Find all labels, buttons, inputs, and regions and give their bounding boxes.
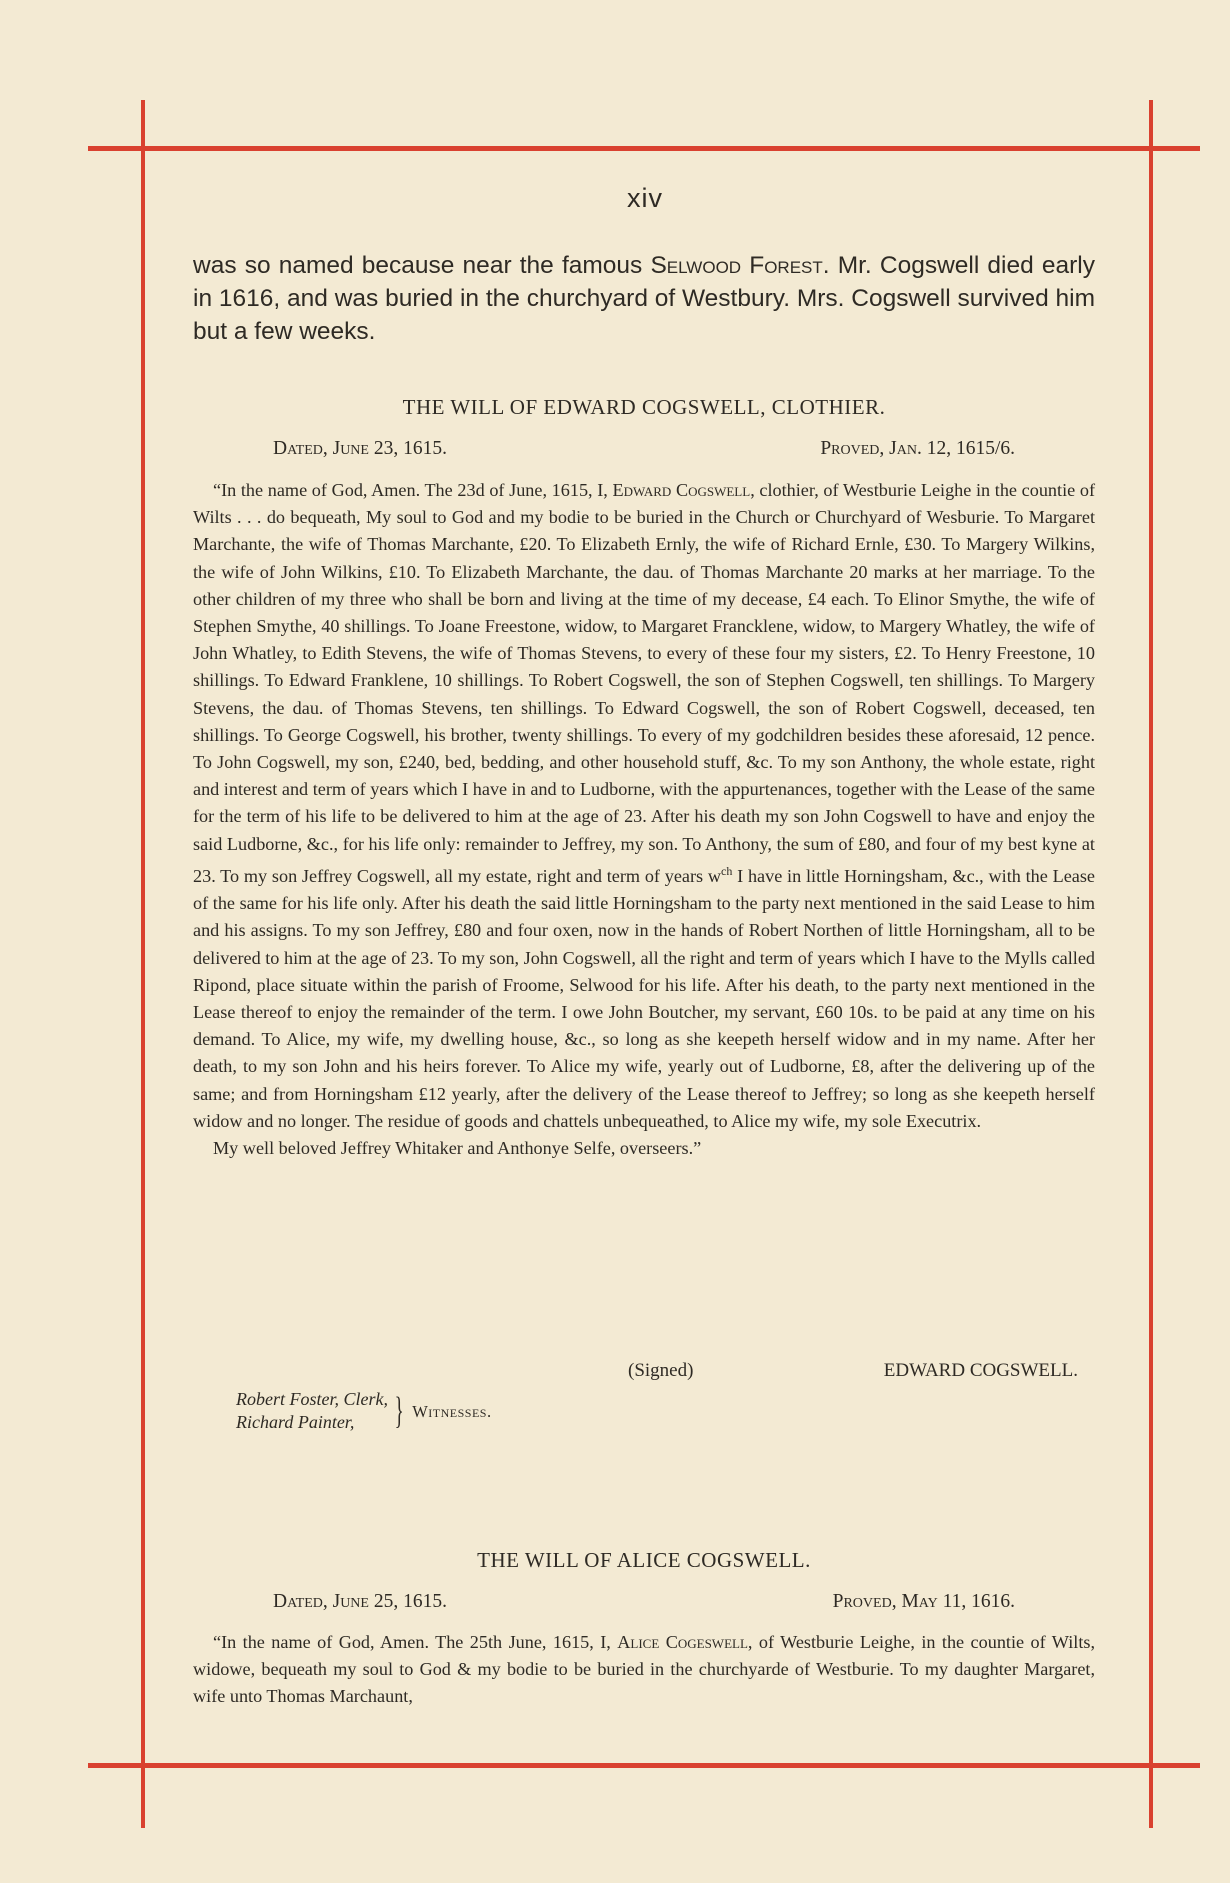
will-edward-superscript: ch [721,863,733,878]
intro-text-1: was so named because near the famous [193,252,651,279]
will-edward-dates [273,438,1015,460]
witnesses-label: Witnesses. [412,1401,492,1421]
top-border-rule [88,146,1200,151]
will-alice-proved: Proved, May 11, 1616. [832,1591,1015,1612]
will-alice-paragraph [193,1629,1095,1711]
will-alice-dated: Dated, June 25, 1615. [273,1591,447,1612]
will-edward-paragraph [193,477,1095,1135]
page-number: xiv [627,183,663,213]
will-edward-body [193,477,1095,1162]
will-alice-dates [273,1591,1015,1613]
witness-2: Richard Painter, [236,1412,355,1432]
will-alice-body [193,1629,1095,1711]
will-edward-text-2: I have in little Horningsham, &c., with the Lease of the same for his life only. After his death the said little Horningsham to the party next mentioned in the said Lease to him and his assigns. To my son Jeffrey, £80 and four oxen, now in the hands of Robert Northen of little Horningsham, all to be delivered to him at the age of 23. To my son, John Cogswell, all the right and term of years which I have to the Mylls called Ripond, place situate within the parish of Froome, Selwood for his life. After his death, to the party next mentioned in the Lease thereof to enjoy the remainder of the term. I owe John Boutcher, my servant, £60 10s. to be paid at any time on his demand. To Alice, my wife, my dwelling house, &c., so long as she keepeth herself widow and in my name. After her death, to my son John and his heirs forever. To Alice my wife, yearly out of Ludborne, £8, after the delivering up of the same; and from Horningsham £12 yearly, after the delivery of the Lease thereof to Jeffrey; so long as she keepeth herself widow and no longer. The residue of goods and chattels unbequeathed, to Alice my wife, my sole Executrix. [193,865,1096,1131]
left-border-rule [141,100,145,1828]
intro-forest-name: Selwood Forest [650,252,823,279]
will-edward-testator-name: Edward Cogswell [612,480,751,500]
witnesses-block [236,1388,492,1434]
will-edward-open: “In the name of God, Amen. The 23d of June, 1615, I, [213,480,613,500]
witness-names [236,1388,388,1434]
will-alice-open: “In the name of God, Amen. The 25th June, 1615, I, [213,1632,618,1652]
will-edward-signature [628,1360,1078,1382]
signed-name: EDWARD COGSWELL. [883,1360,1078,1381]
will-edward-text: , clothier, of Westburie Leighe in the countie of Wilts . . . do bequeath, My soul to God and my bodie to be buried in the Church or Churchyard of Wesburie. To Margaret Marchante, the wife of Thomas Marchante, £20. To Elizabeth Ernly, the wife of Richard Ernle, £30. To Margery Wilkins, the wife of John Wilkins, £10. To Elizabeth Marchante, the dau. of Thomas Marchante 20 marks at her marriage. To the other children of my three who shall be born and living at the time of my decease, £4 each. To Elinor Smythe, the wife of Stephen Smythe, 40 shillings. To Joane Freestone, widow, to Margaret Francklene, widow, to Margery Whatley, the wife of John Whatley, to Edith Stevens, the wife of Thomas Stevens, to every of these four my sisters, £2. To Henry Freestone, 10 shillings. To Edward Franklene, 10 shillings. To Robert Cogswell, the son of Stephen Cogswell, ten shillings. To Margery Stevens, the dau. of Thomas Stevens, ten shillings. To Edward Cogswell, the son of Robert Cogswell, deceased, ten shillings. To George Cogswell, his brother, twenty shillings. To every of my godchildren besides these aforesaid, 12 pence. To John Cogswell, my son, £240, bed, bedding, and other household stuff, &c. To my son Anthony, the whole estate, right and interest and term of years which I have in and to Ludborne, with the appurtenances, together with the Lease of the same for the term of his life to be delivered to him at the age of 23. After his death my son John Cogswell to have and enjoy the said Ludborne, &c., for his life only: remainder to Jeffrey, my son. To Anthony, the sum of £80, and four of my best kyne at 23. To my son Jeffrey Cogswell, all my estate, right and term of years w [193,480,1095,886]
will-edward-proved: Proved, Jan. 12, 1615/6. [820,438,1015,459]
witness-1: Robert Foster, Clerk, [236,1389,388,1409]
brace-icon: } [394,1390,404,1432]
intro-text-2: . Mr. Cogswell died early in 1616, and was buried in the churchyard of Westbury. Mrs. Cogswell survived him but a few weeks. [193,252,1095,345]
will-edward-overseers: My well beloved Jeffrey Whitaker and Anthonye Selfe, overseers.” [213,1137,702,1158]
will-alice-testator-name: Alice Cogeswell [617,1632,748,1652]
will-edward-dated: Dated, June 23, 1615. [273,438,447,459]
will-alice-title: THE WILL OF ALICE COGSWELL. [477,1548,811,1572]
will-alice-text: , of Westburie Leighe, in the countie of Wilts, widowe, bequeath my soul to God & my bodie to be buried in the churchyarde of Westburie. To my daughter Margaret, wife unto Thomas Marchaunt, [193,1632,1095,1707]
signed-label: (Signed) [628,1360,694,1381]
will-edward-title: THE WILL OF EDWARD COGSWELL, CLOTHIER. [402,395,886,419]
bottom-border-rule [88,1763,1200,1768]
intro-paragraph [193,249,1095,348]
right-border-rule [1149,100,1153,1828]
